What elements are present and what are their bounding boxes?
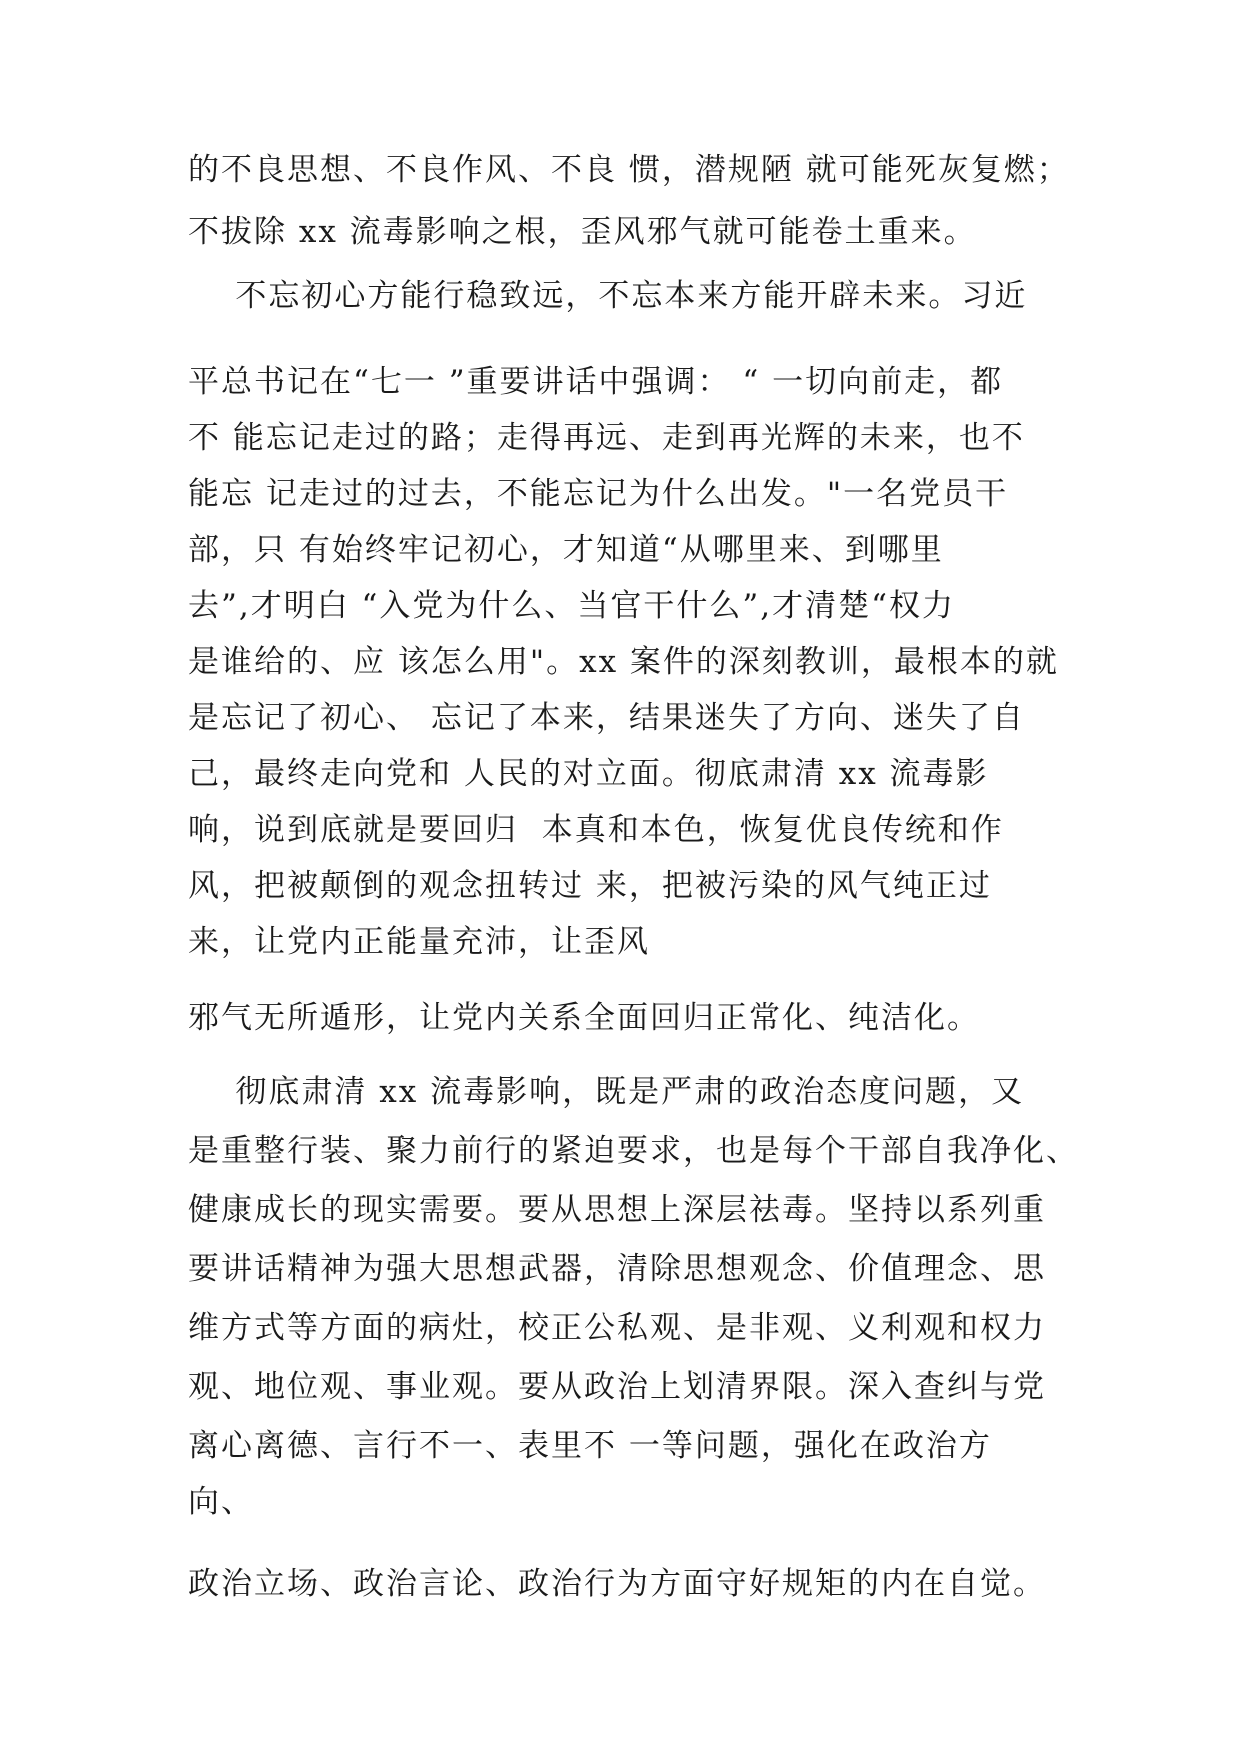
text-line: 维方式等方面的病灶，校正公私观、是非观、义利观和权力 xyxy=(188,1310,1046,1346)
text-line: 是重整行装、聚力前行的紧迫要求，也是每个干部自我净化、 xyxy=(188,1133,1079,1169)
text-line: 风，把被颠倒的观念扭转过 来，把被污染的风气纯正过 xyxy=(188,868,992,904)
text-line: 不 能忘记走过的路；走得再远、走到再光辉的未来，也不 xyxy=(188,420,1025,456)
text-line: 能忘 记走过的过去，不能忘记为什么出发。"一名党员干 xyxy=(188,476,1009,512)
text-line: 健康成长的现实需要。要从思想上深层祛毒。坚持以系列重 xyxy=(188,1192,1046,1228)
text-line: 政治立场、政治言论、政治行为方面守好规矩的内在自觉。 xyxy=(188,1566,1046,1602)
text-line: 要讲话精神为强大思想武器，清除思想观念、价值理念、思 xyxy=(188,1251,1046,1287)
text-line: 平总书记在“七一 ”重要讲话中强调： “ 一切向前走，都 xyxy=(188,364,1004,400)
text-line: 己，最终走向党和 人民的对立面。彻底肃清 xx 流毒影 xyxy=(188,756,989,792)
text-line: 观、地位观、事业观。要从政治上划清界限。深入查纠与党 xyxy=(188,1369,1046,1405)
text-line: 的不良思想、不良作风、不良 惯，潜规陋 就可能死灰复燃； xyxy=(188,152,1070,188)
text-line: 部，只 有始终牢记初心，才知道“从哪里来、到哪里 xyxy=(188,532,944,568)
text-line: 不拔除 xx 流毒影响之根，歪风邪气就可能卷土重来。 xyxy=(188,214,977,250)
text-line: 是谁给的、应 该怎么用"。xx 案件的深刻教训，最根本的就 xyxy=(188,644,1059,680)
text-line: 响，说到底就是要回归 本真和本色，恢复优良传统和作 xyxy=(188,812,1004,848)
text-line: 是忘记了初心、 忘记了本来，结果迷失了方向、迷失了自 xyxy=(188,700,1025,736)
text-line: 不忘初心方能行稳致远，不忘本来方能开辟未来。习近 xyxy=(188,278,1028,314)
text-line: 向、 xyxy=(188,1484,254,1520)
text-line: 彻底肃清 xx 流毒影响，既是严肃的政治态度问题，又 xyxy=(188,1074,1025,1110)
text-line: 邪气无所遁形，让党内关系全面回归正常化、纯洁化。 xyxy=(188,1000,980,1036)
text-line: 离心离德、言行不一、表里不 一等问题，强化在政治方 xyxy=(188,1428,992,1464)
text-line: 来，让党内正能量充沛，让歪风 xyxy=(188,924,650,960)
text-line: 去”,才明白 “入党为什么、当官干什么”,才清楚“权力 xyxy=(188,588,955,624)
